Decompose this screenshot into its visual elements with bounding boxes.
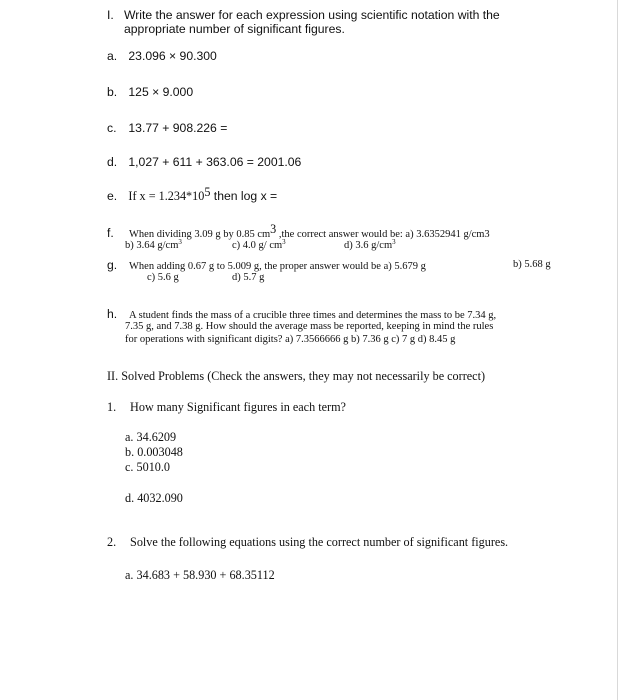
item-d-text: 1,027 + 611 + 363.06 = 2001.06 [128, 155, 302, 169]
item-a [107, 49, 217, 63]
item-e [107, 185, 278, 203]
item-f-opt-b [125, 239, 182, 253]
item-f-opt-b-text: b) 3.64 g/cm [125, 240, 179, 251]
item-b [107, 85, 193, 99]
item-f-opt-c-text: c) 4.0 g/ cm [232, 240, 283, 251]
question-1-item-c: c. 5010.0 [125, 460, 171, 474]
item-h-line3: for operations with significant digits? a) 7.3566666 g b) 7.36 g c) 7 g d) 8.45 g [125, 334, 456, 345]
question-1 [107, 400, 346, 414]
item-f-line1-sup: 3 [270, 222, 277, 236]
item-g-opt-d: d) 5.7 g [232, 272, 265, 283]
question-2-number: 2. [107, 535, 117, 549]
question-1-number: 1. [107, 400, 117, 414]
item-f-opt-c [232, 239, 286, 253]
item-h-line1-text: A student finds the mass of a crucible three times and determines the mass to be 7.34 g, [129, 310, 497, 321]
question-1-item-b: b. 0.003048 [125, 445, 183, 459]
item-b-label: b. [107, 85, 118, 99]
item-a-label: a. [107, 49, 118, 63]
item-g-opt-c: c) 5.6 g [147, 272, 179, 283]
item-e-if: If x = 1.234*10 [128, 189, 205, 203]
item-f-opt-d-text: d) 3.6 g/cm [344, 240, 393, 251]
item-c-text: 13.77 + 908.226 = [128, 121, 228, 135]
item-f-line1-a: When dividing 3.09 g by 0.85 cm [129, 229, 271, 240]
section1-heading-line2: appropriate number of significant figures. [124, 22, 345, 36]
question-1-item-a: a. 34.6209 [125, 430, 177, 444]
item-d-label: d. [107, 155, 118, 169]
item-f-opt-b-sup: 3 [178, 238, 182, 246]
item-b-text: 125 × 9.000 [128, 85, 194, 99]
question-2-text: Solve the following equations using the correct number of significant figures. [130, 535, 509, 549]
item-c [107, 121, 227, 135]
question-1-item-d: d. 4032.090 [125, 491, 183, 505]
question-2 [107, 535, 508, 549]
item-g-opt-b: b) 5.68 g [513, 259, 551, 270]
item-e-exponent: 5 [204, 185, 211, 199]
item-c-label: c. [107, 121, 117, 135]
item-e-rest: then log x = [210, 189, 278, 203]
item-d [107, 155, 301, 169]
item-g-line1-text: When adding 0.67 g to 5.009 g, the proper answer would be a) 5.679 g [129, 261, 426, 272]
section1-number: I. [107, 8, 114, 22]
item-h-label: h. [107, 307, 118, 321]
section1-heading-line1: Write the answer for each expression using scientific notation with the [123, 8, 500, 22]
item-f-opt-d [344, 239, 396, 253]
question-2-item-a: a. 34.683 + 58.930 + 68.35112 [125, 568, 275, 582]
item-e-label: e. [107, 189, 118, 203]
section1-heading [107, 8, 500, 22]
item-a-text: 23.096 × 90.300 [128, 49, 217, 63]
item-f-label: f. [107, 226, 114, 240]
item-f-opt-d-sup: 3 [392, 238, 396, 246]
item-f-line1-b: ,the correct answer would be: a) 3.6352941 g/cm3 [276, 229, 490, 240]
section2-heading: II. Solved Problems (Check the answers, they may not necessarily be correct) [107, 369, 486, 383]
item-h-line2: 7.35 g, and 7.38 g. How should the average mass be reported, keeping in mind the rules [125, 321, 494, 332]
item-g-label: g. [107, 258, 118, 272]
question-1-text: How many Significant figures in each term? [130, 400, 346, 414]
item-f-opt-c-sup: 3 [282, 238, 286, 246]
